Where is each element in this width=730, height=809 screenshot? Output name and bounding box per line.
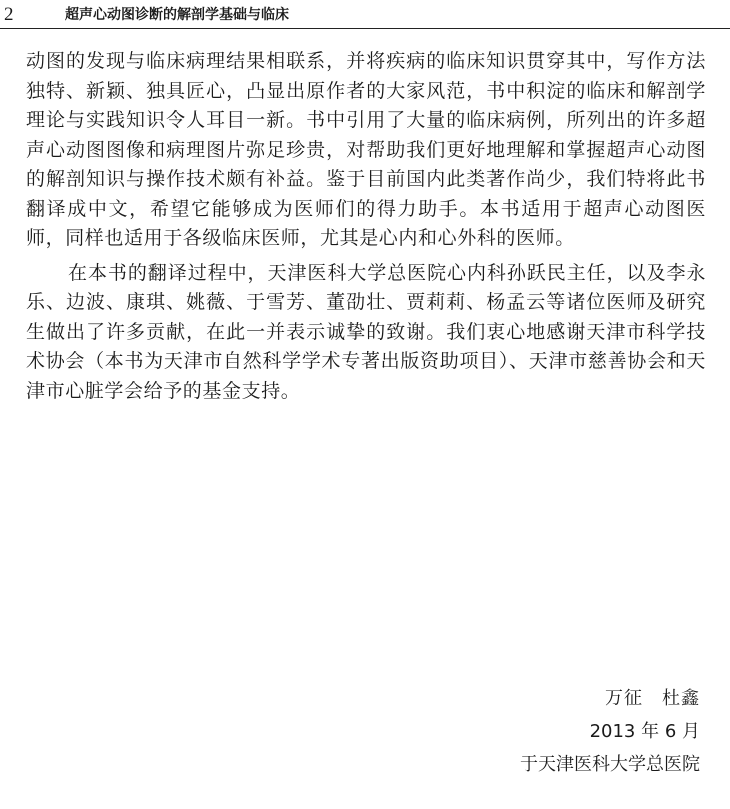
paragraph: 动图的发现与临床病理结果相联系，并将疾病的临床知识贯穿其中，写作方法独特、新颖、独具匠心，凸显出原作者的大家风范，书中积淀的临床和解剖学理论与实践知识令人耳目一新。书中引用了大量的临床病例，所列出的许多超声心动图图像和病理图片弥足珍贵，对帮助我们更好地理解和掌握超声心动图的解剖知识与操作技术颇有补益。鉴于目前国内此类著作尚少，我们特将此书翻译成中文，希望它能够成为医师们的得力助手。本书适用于超声心动图医师，同样也适用于各级临床医师，尤其是心内和心外科的医师。 [26,50,706,249]
page-number: 2 [4,4,14,25]
paragraph: 在本书的翻译过程中，天津医科大学总医院心内科孙跃民主任，以及李永乐、边波、康琪、姚薇、于雪芳、董劭壮、贾莉莉、杨孟云等诸位医师及研究生做出了许多贡献，在此一并表示诚挚的致谢。我们衷心地感谢天津市科学技术协会（本书为天津市自然科学学术专著出版资助项目）、天津市慈善协会和天津市心脏学会给予的基金支持。 [26,261,706,402]
page-header [0,0,730,32]
signature-location: 于天津医科大学总医院 [520,754,700,775]
signature-authors: 万征 杜鑫 [605,688,700,709]
running-title: 超声心动图诊断的解剖学基础与临床 [65,7,289,23]
signature-block [520,682,700,781]
signature-date: 2013 年 6 月 [589,721,700,742]
body-text [26,47,706,406]
header-rule [0,28,730,29]
